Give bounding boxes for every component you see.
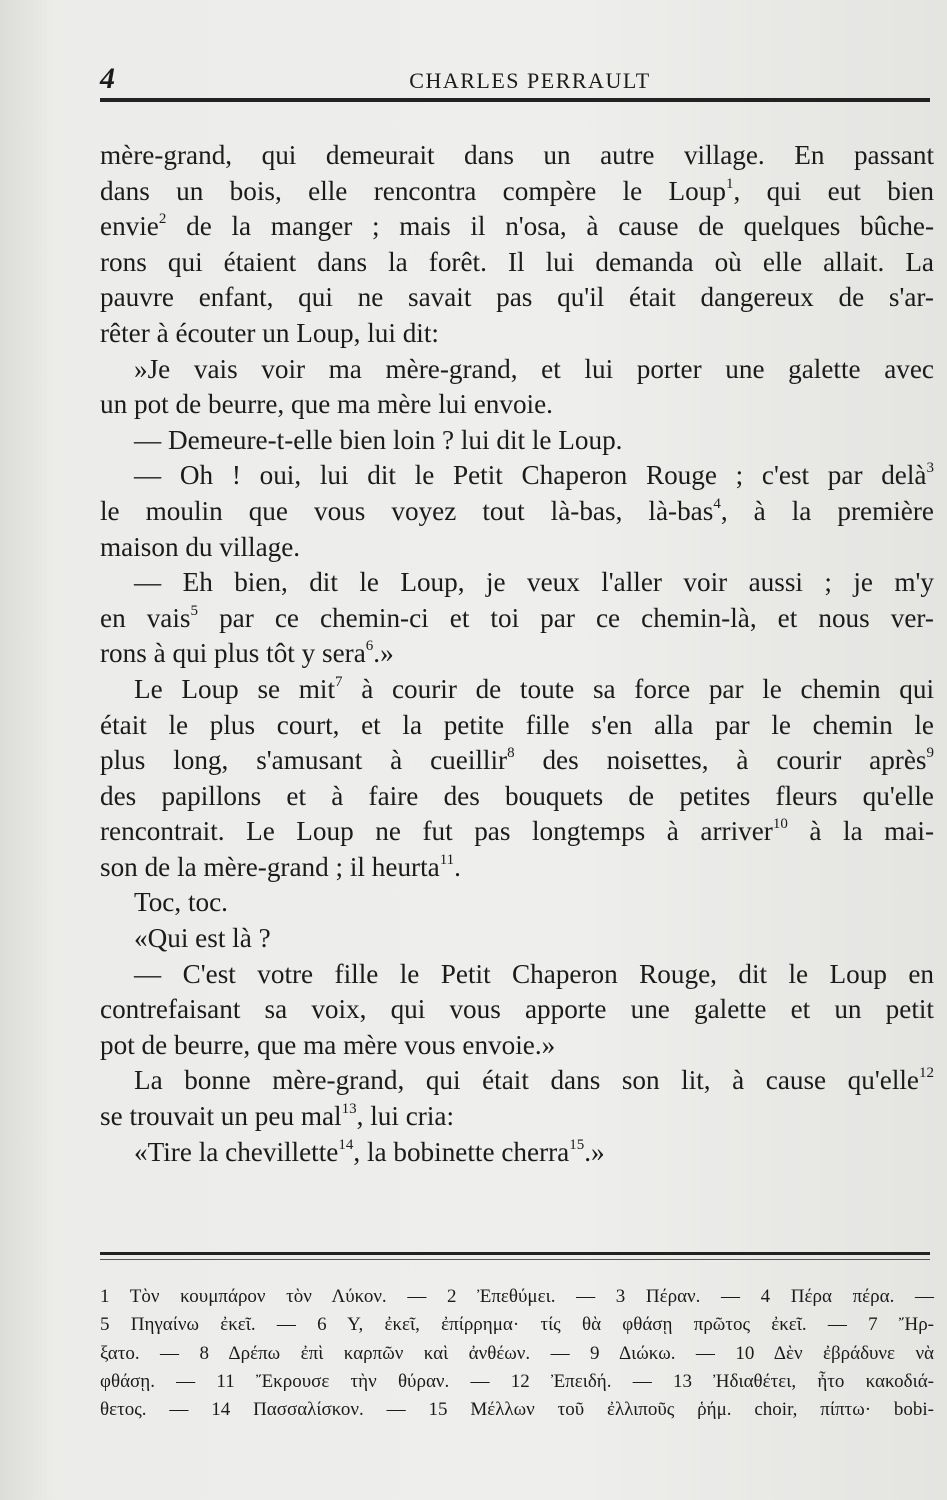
- text-run: plus long, s'amusant à cueillir: [100, 745, 508, 776]
- text-line: [100, 209, 934, 245]
- body-text: [100, 138, 934, 1170]
- text-line: [100, 885, 934, 921]
- running-title: CHARLES PERRAULT: [409, 68, 651, 93]
- text-line: [100, 957, 934, 993]
- text-run: .: [454, 851, 461, 882]
- text-run: rons à qui plus tôt y sera: [100, 638, 366, 669]
- text-run: mère-grand, qui demeurait dans un autre village. En passant: [100, 140, 934, 170]
- text-line: [100, 1063, 934, 1099]
- text-line: [100, 601, 934, 637]
- text-run: .»: [584, 1136, 605, 1167]
- text-line: [100, 850, 934, 886]
- text-run: — C'est votre fille le Petit Chaperon Rouge, dit le Loup en: [134, 958, 934, 989]
- text-run: Toc, toc.: [134, 887, 228, 918]
- footnote-marker: 7: [335, 673, 343, 690]
- text-line: [100, 708, 934, 744]
- footnote-marker: 2: [158, 211, 167, 228]
- footnote-marker: 9: [926, 745, 934, 762]
- text-run: était le plus court, et la petite fille s'en alla par le chemin le: [100, 709, 934, 740]
- footnote-marker: 12: [919, 1065, 934, 1082]
- text-run: , qui eut bien: [733, 175, 935, 206]
- text-line: [100, 138, 934, 174]
- footnote-line: 1 Τὸν κουμπάρον τὸν Λύκον. — 2 Ἐπεθύμει. — 3 Πέραν. — 4 Πέρα πέρα. —: [100, 1286, 934, 1307]
- footnote-marker: 3: [926, 460, 934, 477]
- footnote-marker: 15: [569, 1136, 585, 1153]
- text-run: rencontrait. Le Loup ne fut pas longtemps à arriver: [100, 816, 773, 847]
- footnote-marker: 1: [725, 175, 734, 192]
- text-run: «Qui est là ?: [134, 923, 271, 954]
- text-run: se trouvait un peu mal: [100, 1101, 342, 1132]
- text-line: [100, 1135, 934, 1171]
- text-line: [100, 423, 934, 459]
- text-run: envie: [100, 211, 159, 242]
- text-run: en vais: [100, 602, 191, 633]
- text-line: [100, 1099, 934, 1135]
- text-run: — Eh bien, dit le Loup, je veux l'aller voir aussi ; je m'y: [134, 567, 934, 598]
- footnote-marker: 4: [713, 495, 721, 512]
- text-run: »Je vais voir ma mère-grand, et lui porter une galette avec: [134, 353, 934, 384]
- footnote-line: ξατο. — 8 Δρέπω ἐπὶ καρπῶν καὶ ἀνθέων. — 9 Διώκω. — 10 Δὲν ἐβράδυνε νὰ: [100, 1342, 934, 1364]
- text-line: [100, 458, 934, 494]
- text-run: rêter à écouter un Loup, lui dit:: [100, 317, 439, 348]
- text-run: — Demeure-t-elle bien loin ? lui dit le Loup.: [134, 424, 623, 455]
- text-run: dans un bois, elle rencontra compère le Loup: [100, 175, 726, 206]
- text-run: «Tire la chevillette: [134, 1136, 339, 1167]
- footnote-marker: 11: [439, 851, 455, 868]
- text-line: [100, 387, 934, 423]
- text-run: rons qui étaient dans la forêt. Il lui demanda où elle allait. La: [100, 246, 934, 277]
- text-run: un pot de beurre, que ma mère lui envoie.: [100, 389, 553, 420]
- footnote-line: φθάσῃ. — 11 Ἔκρουσε τὴν θύραν. — 12 Ἐπειδή. — 13 Ἠδιαθέτει, ἦτο κακοδιά-: [100, 1370, 934, 1392]
- text-run: son de la mère-grand ; il heurta: [100, 851, 440, 882]
- footnotes: [100, 1283, 934, 1424]
- page-number: 4: [100, 62, 115, 95]
- text-run: pot de beurre, que ma mère vous envoie.»: [100, 1029, 556, 1060]
- text-run: contrefaisant sa voix, qui vous apporte une galette et un petit: [100, 994, 934, 1025]
- text-line: [100, 494, 934, 530]
- text-line: [100, 1028, 934, 1064]
- footnote-rule: [100, 1252, 930, 1255]
- text-run: — Oh ! oui, lui dit le Petit Chaperon Rouge ; c'est par delà: [134, 460, 927, 491]
- text-run: le moulin que vous voyez tout là-bas, là-bas: [100, 495, 714, 526]
- header-rule: [100, 98, 930, 102]
- footnote-marker: 10: [772, 816, 788, 833]
- text-line: [100, 743, 934, 779]
- footnote-marker: 6: [365, 638, 374, 655]
- footnote-marker: 14: [338, 1136, 354, 1153]
- text-line: [100, 530, 934, 566]
- footnote-rule-thin: [100, 1259, 930, 1260]
- text-run: des noisettes, à courir après: [514, 745, 927, 776]
- text-run: .»: [373, 638, 394, 669]
- text-run: La bonne mère-grand, qui était dans son lit, à cause qu'elle: [134, 1065, 919, 1096]
- text-run: , la bobinette cherra: [353, 1136, 570, 1167]
- text-run: à la mai-: [787, 816, 935, 847]
- text-line: [100, 814, 934, 850]
- text-line: [100, 352, 934, 388]
- text-run: de la manger ; mais il n'osa, à cause de quelques bûche-: [166, 211, 934, 242]
- text-line: [100, 316, 934, 352]
- text-run: des papillons et à faire des bouquets de petites fleurs qu'elle: [100, 780, 934, 811]
- text-run: , à la première: [720, 495, 934, 526]
- page-header: [100, 62, 930, 102]
- text-run: Le Loup se mit: [134, 673, 336, 704]
- text-line: [100, 992, 934, 1028]
- text-line: [100, 565, 934, 601]
- text-run: maison du village.: [100, 531, 301, 562]
- text-run: par ce chemin-ci et toi par ce chemin-là, et nous ver-: [198, 602, 934, 633]
- footnote-marker: 8: [507, 745, 515, 762]
- text-line: [100, 779, 934, 815]
- text-line: [100, 636, 934, 672]
- text-line: [100, 280, 934, 316]
- text-line: [100, 672, 934, 708]
- text-line: [100, 921, 934, 957]
- text-run: pauvre enfant, qui ne savait pas qu'il était dangereux de s'ar-: [100, 282, 934, 313]
- text-run: , lui cria:: [356, 1101, 454, 1132]
- text-line: [100, 174, 934, 210]
- footnote-line: θετος. — 14 Πασσαλίσκον. — 15 Μέλλων τοῦ ἐλλιποῦς ῥήμ. choir, πίπτω· bobi-: [100, 1399, 934, 1421]
- footnote-line: 5 Πηγαίνω ἐκεῖ. — 6 Υ, ἐκεῖ, ἐπίρρημα· τίς θὰ φθάσῃ πρῶτος ἐκεῖ. — 7 Ἤρ-: [100, 1314, 934, 1336]
- text-run: à courir de toute sa force par le chemin qui: [342, 673, 934, 704]
- footnote-marker: 5: [190, 602, 199, 619]
- text-line: [100, 245, 934, 281]
- footnote-marker: 13: [341, 1100, 357, 1117]
